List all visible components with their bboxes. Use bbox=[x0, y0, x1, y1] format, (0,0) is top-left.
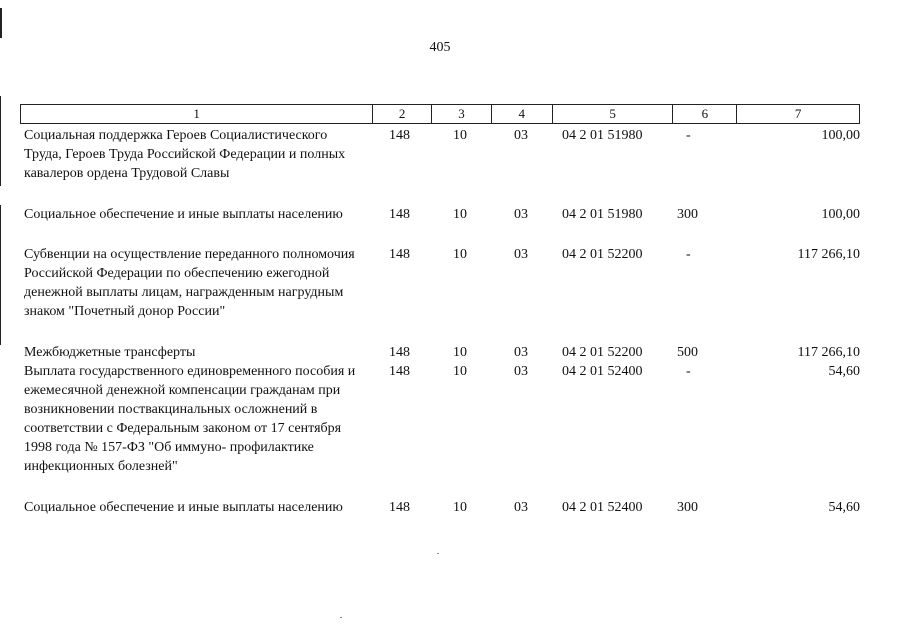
row-col-5: 04 2 01 52400 bbox=[562, 500, 643, 515]
row-col-5: 04 2 01 52200 bbox=[562, 247, 643, 262]
row-col-5: 04 2 01 51980 bbox=[562, 128, 643, 143]
row-col-2: 148 bbox=[389, 345, 410, 360]
row-col-7: 54,60 bbox=[828, 364, 860, 379]
row-col-4: 03 bbox=[514, 207, 528, 222]
row-col-3: 10 bbox=[453, 128, 467, 143]
row-col-5: 04 2 01 52400 bbox=[562, 364, 643, 379]
scan-speck bbox=[340, 617, 342, 618]
row-col-5: 04 2 01 51980 bbox=[562, 207, 643, 222]
binding-mark bbox=[0, 8, 2, 38]
row-col-7: 54,60 bbox=[828, 500, 860, 515]
row-col-2: 148 bbox=[389, 247, 410, 262]
row-name: Социальная поддержка Героев Социалистического Труда, Героев Труда Российской Федерации и полных кавалеров ордена Трудовой Славы bbox=[24, 128, 346, 181]
row-col-3: 10 bbox=[453, 247, 467, 262]
row-col-6: 500 bbox=[677, 345, 698, 360]
header-col-4: 4 bbox=[492, 105, 553, 123]
row-name: Социальное обеспечение и иные выплаты населению bbox=[24, 500, 343, 515]
row-name: Субвенции на осуществление переданного полномочия Российской Федерации по обеспечению ежегодной денежной выплаты лицам, награжденным нагрудным знаком "Почетный донор России" bbox=[24, 247, 355, 319]
header-col-6: 6 bbox=[673, 105, 737, 123]
binding-mark bbox=[0, 96, 1, 186]
row-col-2: 148 bbox=[389, 207, 410, 222]
header-col-3: 3 bbox=[432, 105, 492, 123]
row-col-6: 300 bbox=[677, 207, 698, 222]
row-col-7: 100,00 bbox=[821, 128, 860, 143]
header-col-5: 5 bbox=[553, 105, 674, 123]
header-col-2: 2 bbox=[373, 105, 432, 123]
row-col-4: 03 bbox=[514, 128, 528, 143]
row-col-6: - bbox=[686, 247, 691, 262]
row-name: Межбюджетные трансферты bbox=[24, 345, 196, 360]
table-header bbox=[20, 104, 860, 124]
row-col-6: - bbox=[686, 364, 691, 379]
row-col-6: 300 bbox=[677, 500, 698, 515]
row-col-2: 148 bbox=[389, 128, 410, 143]
row-col-4: 03 bbox=[514, 345, 528, 360]
row-col-4: 03 bbox=[514, 364, 528, 379]
row-col-7: 100,00 bbox=[821, 207, 860, 222]
row-col-5: 04 2 01 52200 bbox=[562, 345, 643, 360]
row-col-2: 148 bbox=[389, 500, 410, 515]
page-number: 405 bbox=[429, 40, 451, 55]
row-col-4: 03 bbox=[514, 500, 528, 515]
row-col-3: 10 bbox=[453, 500, 467, 515]
row-col-4: 03 bbox=[514, 247, 528, 262]
row-name: Выплата государственного единовременного пособия и ежемесячной денежной компенсации гражданам при возникновении поствакцинальных осложнений в соответствии с Федеральным законом от 17 сентября 1998 года № 157-ФЗ "Об иммуно- профилактике инфекционных болезней" bbox=[24, 364, 356, 474]
row-col-6: - bbox=[686, 128, 691, 143]
header-col-7: 7 bbox=[794, 106, 802, 121]
row-col-3: 10 bbox=[453, 345, 467, 360]
header-col-1: 1 bbox=[21, 105, 373, 123]
row-col-7: 117 266,10 bbox=[797, 247, 860, 262]
row-col-3: 10 bbox=[453, 364, 467, 379]
row-col-7: 117 266,10 bbox=[797, 345, 860, 360]
scan-speck bbox=[437, 553, 439, 554]
row-col-2: 148 bbox=[389, 364, 410, 379]
binding-mark bbox=[0, 205, 1, 345]
row-name: Социальное обеспечение и иные выплаты населению bbox=[24, 207, 343, 222]
row-col-3: 10 bbox=[453, 207, 467, 222]
